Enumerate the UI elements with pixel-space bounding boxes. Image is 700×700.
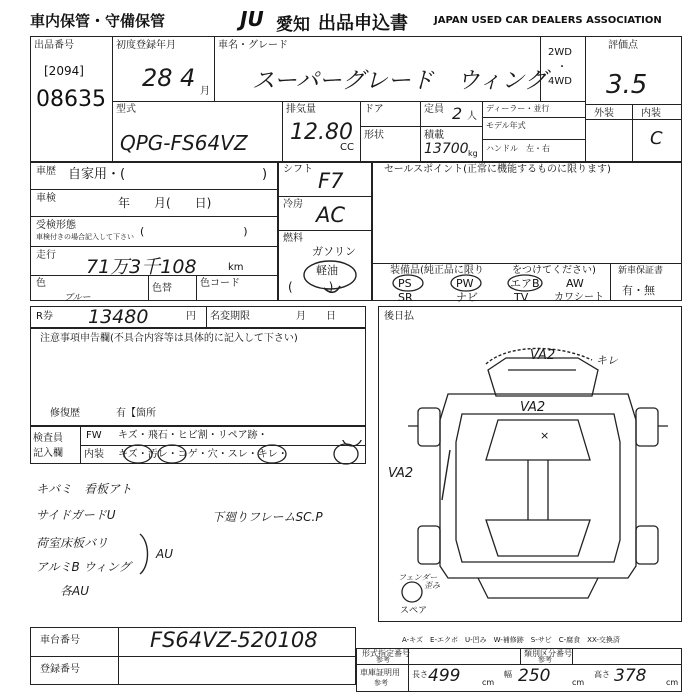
score-label: 評価点 [608,40,638,51]
model-year-label: モデル年式 [486,121,526,130]
mileage-value: 71万3千108 [86,256,197,278]
recycle-sub: 車検付きの場合記入して下さい [36,233,134,241]
exterior-label: 外装 [594,108,614,119]
history-label: 車歴 [36,166,56,177]
equip-tv: TV [514,291,529,304]
width-value: 250 [518,666,551,686]
reg-month-unit: 月 [200,86,210,97]
register-label: 登録番号 [40,664,80,675]
transfer-label: 名変期限 [210,311,250,322]
reg-month: 4 [180,64,196,92]
fuel-gasoline: ガソリン [312,245,356,258]
brand-name: 愛知 [276,15,310,35]
sales-point-label: セールスポイント(正常に機能するものに限ります) [384,164,611,175]
ju-logo: JU [240,7,264,31]
note-line-6: 下廻りフレームSC.P [212,510,323,524]
lot-label: 出品番号 [34,40,74,51]
door-label: ドア [364,104,384,115]
color-label: 色 [36,278,46,289]
lot-bracket: [2094] [44,64,84,78]
notice-label: 注意事項申告欄(不具合内容等は具体的に記入して下さい) [40,333,298,344]
interior-items: キズ・汚レ・コゲ・穴・スレ・キレ・ [118,449,288,460]
tax-value: 13480 [88,306,149,328]
mileage-unit: km [228,262,244,273]
height-value: 378 [614,666,647,686]
cert-sub: 参考 [374,679,388,687]
history-close: ) [262,167,268,182]
color-code-label: 色コード [200,278,240,289]
form-cert-label: 形式指定番号 [362,649,410,658]
tax-label: R券 [36,311,53,322]
length-unit: cm [482,678,495,687]
equip-seat: カワシート [554,292,604,303]
bracket-mark [136,532,156,576]
height-label: 高さ [594,670,610,679]
color-value: ブルー [64,293,91,303]
form-cert-sub: 参考 [376,656,390,664]
chassis-number: FS64VZ-520108 [150,628,318,652]
ac-label: 冷房 [283,199,303,210]
equipment-tail: をつけてください) [512,265,596,276]
inspection-circle-marks [120,440,370,466]
model-value: QPG-FS64VZ [120,131,248,155]
equipment-label: 装備品(純正品に限り [390,265,484,276]
inspector-label: 検査員 [33,433,63,444]
dealer-label: ディーラー・並行 [486,104,550,113]
drive-dot: ・ [557,62,567,73]
fw-items: キズ・飛石・ヒビ割・リペア跡・ [118,430,268,441]
length-label: 長さ [412,670,428,679]
shift-label: シフト [283,164,313,175]
load-unit: kg [468,149,478,158]
association-name: JAPAN USED CAR DEALERS ASSOCIATION [434,15,662,26]
load-label: 積載 [424,130,444,141]
inspection-value: 年 月( 日) [118,196,212,210]
height-unit: cm [666,678,679,687]
inspection-label: 車検 [36,193,56,204]
diagram-mark-label: キレ [596,354,618,367]
note-line-4: アルミB ウィング [36,560,131,574]
recycle-label: 受検形態 [36,220,76,231]
note-line-2: サイドガードU [36,508,116,522]
fuel-paren: ( ) [288,280,334,294]
entry-label: 記入欄 [33,448,63,459]
width-unit: cm [572,678,585,687]
ac-value: AC [316,203,346,227]
reg-year: 28 [142,64,173,92]
drive-2wd: 2WD [548,47,572,58]
history-value: 自家用・( [68,167,126,182]
displacement-unit: CC [340,142,354,153]
recycle-paren: ( ) [140,225,248,238]
handle-label: ハンドル 左・右 [486,144,550,153]
score-value: 3.5 [606,70,648,100]
interior-items-label: 内装 [84,449,104,460]
interior-grade: C [650,128,663,149]
repair-label: 修復歴 [50,408,80,419]
chassis-label: 車台番号 [40,635,80,646]
color-change-label: 色替 [152,283,172,294]
storage-label: 車内保管・守備保管 [30,12,166,30]
cert-label: 車庫証明用 [360,668,400,677]
equip-airbag: エアB [510,277,540,290]
capacity-unit: 人 [467,111,477,122]
class-label: 類別区分番号 [524,649,572,658]
note-line-1: キバミ 看板アト [36,482,133,496]
capacity-label: 定員 [424,104,444,115]
post-pay-label: 後日払 [384,311,414,322]
transfer-value: 月 日 [296,311,336,322]
spare-label: スペア [400,606,428,616]
length-value: 499 [428,666,461,686]
diagram-roof-label: VA2 [520,400,546,415]
car-name: スーパーグレード ウィング [252,68,547,94]
displacement-value: 12.80 [290,120,353,145]
reg-label: 初度登録年月 [116,40,176,51]
interior-label: 内装 [641,108,661,119]
diagram-fender-label-2: 歪み [424,581,440,590]
car-name-label: 車名・グレード [218,40,288,51]
fw-label: FW [86,430,102,441]
lot-number: 08635 [36,87,106,112]
class-sub: 参考 [538,656,552,664]
tax-unit: 円 [186,311,196,322]
capacity-value: 2 [452,104,463,123]
mileage-label: 走行 [36,250,56,261]
equip-aw: AW [566,277,584,290]
diagram-roof-mark: × [540,429,550,442]
equip-navi: ナビ [456,291,478,304]
fuel-circle-mark [300,258,360,298]
note-line-7: AU [156,547,173,561]
warranty-label: 新車保証書 [618,266,664,276]
note-line-3: 荷室床板バリ [36,536,109,550]
equip-ps: PS [398,277,412,290]
shift-value: F7 [318,169,344,193]
load-value: 13700 [424,141,469,157]
equip-sr: SR [398,291,413,304]
equip-pw: PW [456,277,474,290]
form-title: 出品申込書 [318,13,408,34]
warranty-values: 有・無 [622,284,655,297]
diagram-side-label: VA2 [388,466,414,481]
fuel-diesel: 軽油 [316,264,338,277]
fuel-label: 燃料 [283,233,303,244]
displacement-label: 排気量 [286,104,316,115]
diagram-fender-label: フェンダー [398,573,438,582]
repair-value: 有【箇所 [116,408,156,419]
shape-label: 形状 [364,130,384,141]
width-label: 幅 [504,670,512,679]
equipment-circle-marks [392,274,552,294]
note-line-5: 各AU [60,584,89,598]
damage-legend: A-キズ E-エクボ U-凹み W-補修跡 S-サビ C-腐食 XX-交換済 [402,636,620,644]
diagram-front-label: VA2 [530,348,556,363]
drive-4wd: 4WD [548,76,572,87]
model-label: 型式 [116,104,136,115]
